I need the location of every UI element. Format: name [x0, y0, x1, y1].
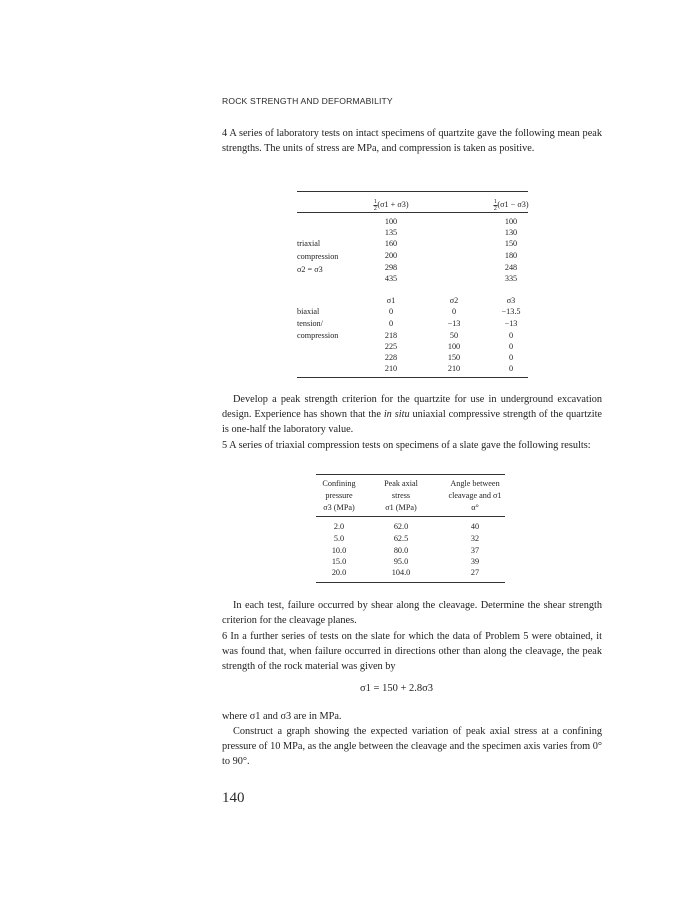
table-cell: 100 [504, 217, 518, 226]
table-cell: 248 [504, 263, 518, 272]
table-header-line: pressure [325, 491, 353, 500]
table-cell: 180 [504, 251, 518, 260]
table-header-sigma3: σ3 [506, 296, 516, 305]
table-cell: 210 [384, 364, 398, 373]
problem-6-task: Construct a graph showing the expected variation of peak axial stress at a confining pressure of 10 MPa, as the angle between the cleavage and the specimen axis varies from 0° to 90°. [222, 726, 602, 768]
table-cell: 0 [451, 307, 457, 316]
table-cell: 0 [508, 364, 514, 373]
table-cell: −13 [504, 319, 518, 328]
table-cell: 160 [384, 239, 398, 248]
problem-6-intro: 6 In a further series of tests on the slate for which the data of Problem 5 were obtained, it was found that, when failure occurred in directions other than along the cleavage, the peak strength of the rock material was given by [222, 631, 602, 673]
table-cell: 62.5 [393, 534, 409, 543]
page-number: 140 [222, 790, 245, 806]
table-cell: 228 [384, 353, 398, 362]
running-header: ROCK STRENGTH AND DEFORMABILITY [222, 96, 393, 106]
table-cell: 200 [384, 251, 398, 260]
table-header-line: σ3 (MPa) [323, 503, 355, 512]
table-cell: 95.0 [393, 557, 409, 566]
table-header-line: Confining [322, 479, 356, 488]
table-cell: 80.0 [393, 546, 409, 555]
table-cell: 0 [388, 307, 394, 316]
table-cell: 100 [384, 217, 398, 226]
table-cell: 39 [470, 557, 480, 566]
table-cell: 10.0 [331, 546, 347, 555]
triaxial-label-line: triaxial [297, 239, 321, 248]
table-cell: 20.0 [331, 568, 347, 577]
table-cell: 130 [504, 228, 518, 237]
table-top-rule [316, 474, 505, 475]
biaxial-label-line: tension/ [297, 319, 323, 328]
table-cell: 32 [470, 534, 480, 543]
table-header-deviator-stress: $\frac{1}{2}$ (σ1 − σ3) [493, 199, 529, 212]
problem-5-task: In each test, failure occurred by shear along the cleavage. Determine the shear strength criterion for the cleavage planes. [222, 600, 602, 627]
table-cell: 104.0 [391, 568, 411, 577]
table-header-line: stress [391, 491, 411, 500]
table-cell: 225 [384, 342, 398, 351]
table-cell: 210 [447, 364, 461, 373]
table-cell: 100 [447, 342, 461, 351]
table-cell: 135 [384, 228, 398, 237]
table-header-line: Angle between [450, 479, 500, 488]
table-bottom-rule [297, 377, 528, 378]
table-cell: 5.0 [333, 534, 345, 543]
triaxial-label-line: σ2 = σ3 [297, 265, 323, 274]
problem-4-intro: 4 A series of laboratory tests on intact specimens of quartzite gave the following mean peak strengths. The units of stress are MPa, and compression is taken as positive. [222, 128, 602, 155]
table-cell: 298 [384, 263, 398, 272]
strength-equation: σ1 = 150 + 2.8σ3 [360, 683, 434, 694]
table-header-mean-stress: $\frac{1}{2}$ (σ1 + σ3) [373, 199, 409, 212]
table-cell: 150 [504, 239, 518, 248]
table-cell: 0 [508, 353, 514, 362]
table-cell: 218 [384, 331, 398, 340]
table-cell: 0 [508, 342, 514, 351]
table-cell: 2.0 [333, 522, 345, 531]
table-cell: 435 [384, 274, 398, 283]
table-header-line: Peak axial [384, 479, 418, 488]
table-header-line: σ1 (MPa) [385, 503, 417, 512]
table-cell: −13 [447, 319, 461, 328]
table-header-sigma1: σ1 [386, 296, 396, 305]
table-cell: 27 [470, 568, 480, 577]
triaxial-label-line: compression [297, 252, 339, 261]
table-top-rule [297, 191, 528, 192]
problem-4-task: Develop a peak strength criterion for the quartzite for use in underground excavation design. Experience has shown that the in situ uniaxial compressive strength of the quartzite is one-half the laboratory value. [222, 394, 603, 436]
table-cell: 15.0 [331, 557, 347, 566]
half-fraction: $\frac{1}{2}$ [373, 199, 377, 212]
table-header-line: α° [471, 503, 479, 512]
table-cell: 335 [504, 274, 518, 283]
table-cell: 62.0 [393, 522, 409, 531]
table-cell: 50 [449, 331, 459, 340]
table-header-line: cleavage and σ1 [448, 491, 502, 500]
table-cell: 37 [470, 546, 480, 555]
table-cell: 0 [508, 331, 514, 340]
table-cell: 0 [388, 319, 394, 328]
table-cell: −13.5 [501, 307, 521, 316]
table-bottom-rule [316, 582, 505, 583]
table-header-sigma2: σ2 [449, 296, 459, 305]
table-header-rule [316, 516, 505, 517]
table-cell: 150 [447, 353, 461, 362]
problem-5-intro: 5 A series of triaxial compression tests on specimens of a slate gave the following results: [222, 440, 591, 451]
biaxial-label-line: compression [297, 331, 339, 340]
biaxial-label-line: biaxial [297, 307, 320, 316]
table-header-rule [297, 212, 528, 213]
table-cell: 40 [470, 522, 480, 531]
problem-6-where: where σ1 and σ3 are in MPa. [222, 711, 342, 722]
half-fraction: $\frac{1}{2}$ [493, 199, 497, 212]
